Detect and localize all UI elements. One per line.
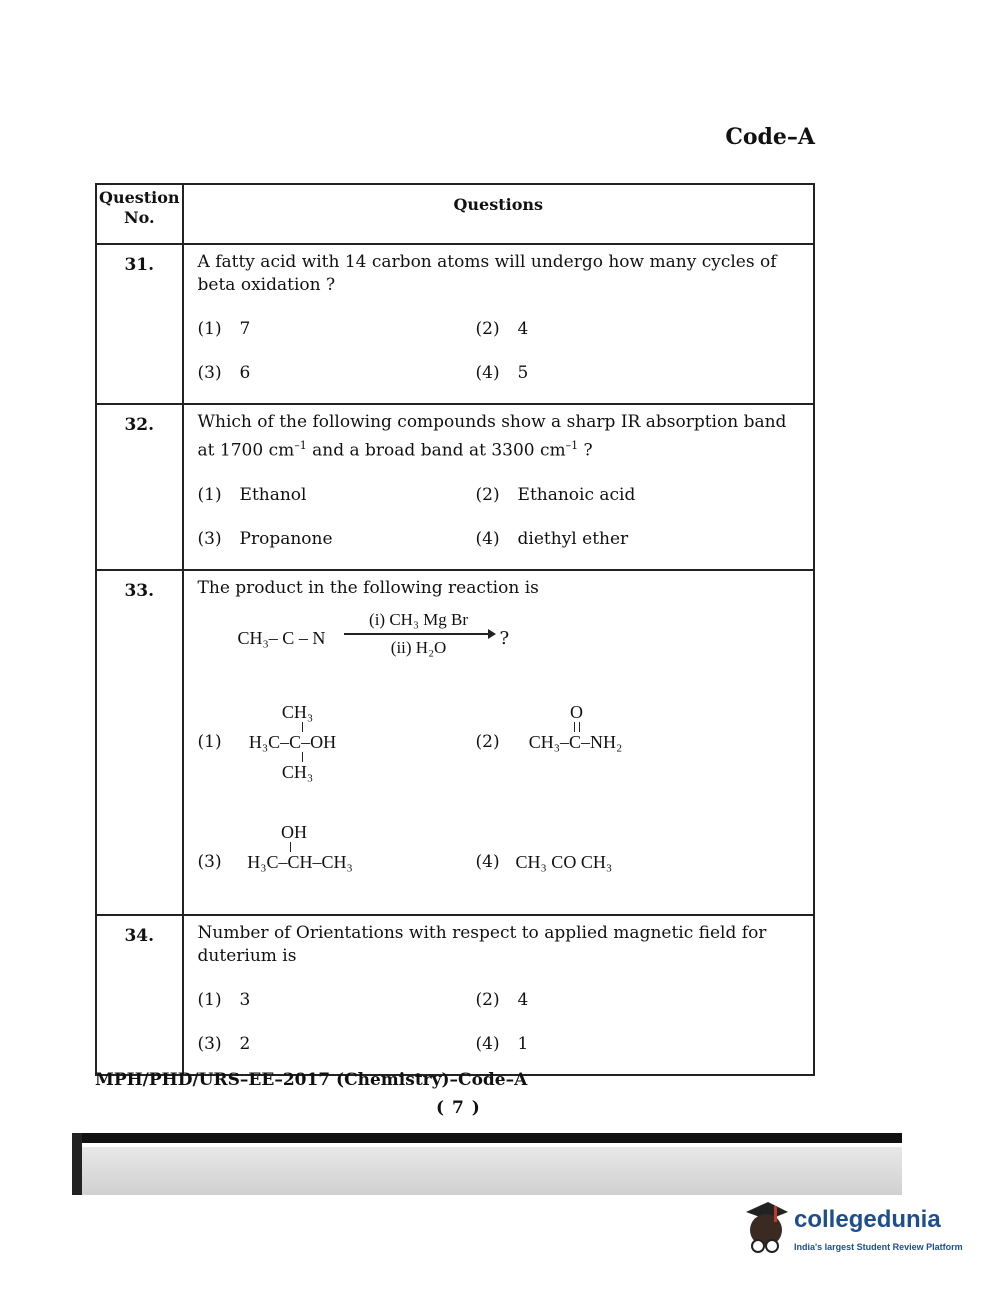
- option-3: [198, 810, 476, 906]
- question-stem: Which of the following compounds show a sharp IR absorption band at 1700 $cm^{-1}$ and a broad band at 3300 $cm^{-1}$ ?: [197, 412, 787, 461]
- brand-name: collegedunia: [794, 1206, 941, 1233]
- option-4: (4) diethyl ether: [475, 528, 629, 549]
- question-stem: Number of Orientations with respect to applied magnetic field for duterium is: [197, 922, 767, 966]
- question-stem: A fatty acid with 14 carbon atoms will undergo how many cycles of beta oxidation ?: [197, 252, 777, 295]
- code-label: Code–A: [725, 124, 815, 150]
- option-number: (1): [197, 731, 222, 752]
- option-4: (4) 1: [475, 1033, 529, 1054]
- arrow-line: [344, 633, 494, 635]
- question-number: 33.: [96, 570, 183, 915]
- option-1: (1) 3: [197, 989, 251, 1010]
- reagent-top: (i) CH₃ Mg Br: [369, 609, 469, 629]
- questions-table: [95, 183, 815, 1076]
- footer-title: MPH/PHD/URS–EE–2017 (Chemistry)–Code–A: [95, 1070, 528, 1090]
- collegedunia-logo: [738, 1198, 963, 1258]
- option-1: [198, 690, 476, 810]
- option-2: (2) 4: [475, 319, 529, 339]
- option-1: (1) 7: [197, 319, 251, 339]
- option-2: (2) Ethanoic acid: [475, 484, 636, 505]
- option-2: [476, 690, 807, 810]
- option-number: (2): [475, 731, 500, 752]
- scan-edge-shadow: [72, 1133, 902, 1195]
- question-32: [96, 404, 814, 570]
- reaction-arrow: [344, 610, 494, 658]
- reaction-scheme: [238, 610, 807, 690]
- option-3: (3) 2: [197, 1033, 251, 1054]
- column-header-questions: Questions: [183, 184, 814, 244]
- brand-tagline: India's largest Student Review Platform: [794, 1242, 963, 1252]
- structure-isopropanol: OH H₃C–CH–CH₃: [247, 821, 353, 872]
- product-placeholder: ?: [499, 627, 510, 649]
- structure-acetamide: O CH₃–C–NH₂: [528, 701, 623, 752]
- column-header-question-no: Question No.: [96, 184, 183, 244]
- mascot-icon: [738, 1198, 790, 1258]
- reactant: CH₃– C – N: [237, 627, 326, 648]
- question-34: [96, 915, 814, 1075]
- question-31: [96, 244, 814, 404]
- option-number: (3): [197, 851, 222, 872]
- option-3: (3) Propanone: [197, 528, 333, 549]
- question-stem: The product in the following reaction is: [197, 577, 539, 598]
- page-number: ( 7 ): [436, 1098, 481, 1118]
- option-4: [476, 810, 807, 906]
- option-4: (4) 5: [475, 363, 529, 383]
- structure-tert-butanol: CH₃ H₃C–C–OH CH₃: [248, 701, 337, 782]
- structure-acetone: CH₃ CO CH₃: [515, 851, 613, 872]
- question-33: [96, 570, 814, 915]
- reagent-bottom: (ii) H₂O: [390, 637, 447, 657]
- option-1: (1) Ethanol: [197, 484, 307, 505]
- option-3: (3) 6: [197, 363, 251, 383]
- question-number: 31.: [96, 244, 183, 404]
- question-number: 34.: [96, 915, 183, 1075]
- option-number: (4): [475, 851, 500, 872]
- option-2: (2) 4: [475, 989, 529, 1010]
- question-number: 32.: [96, 404, 183, 570]
